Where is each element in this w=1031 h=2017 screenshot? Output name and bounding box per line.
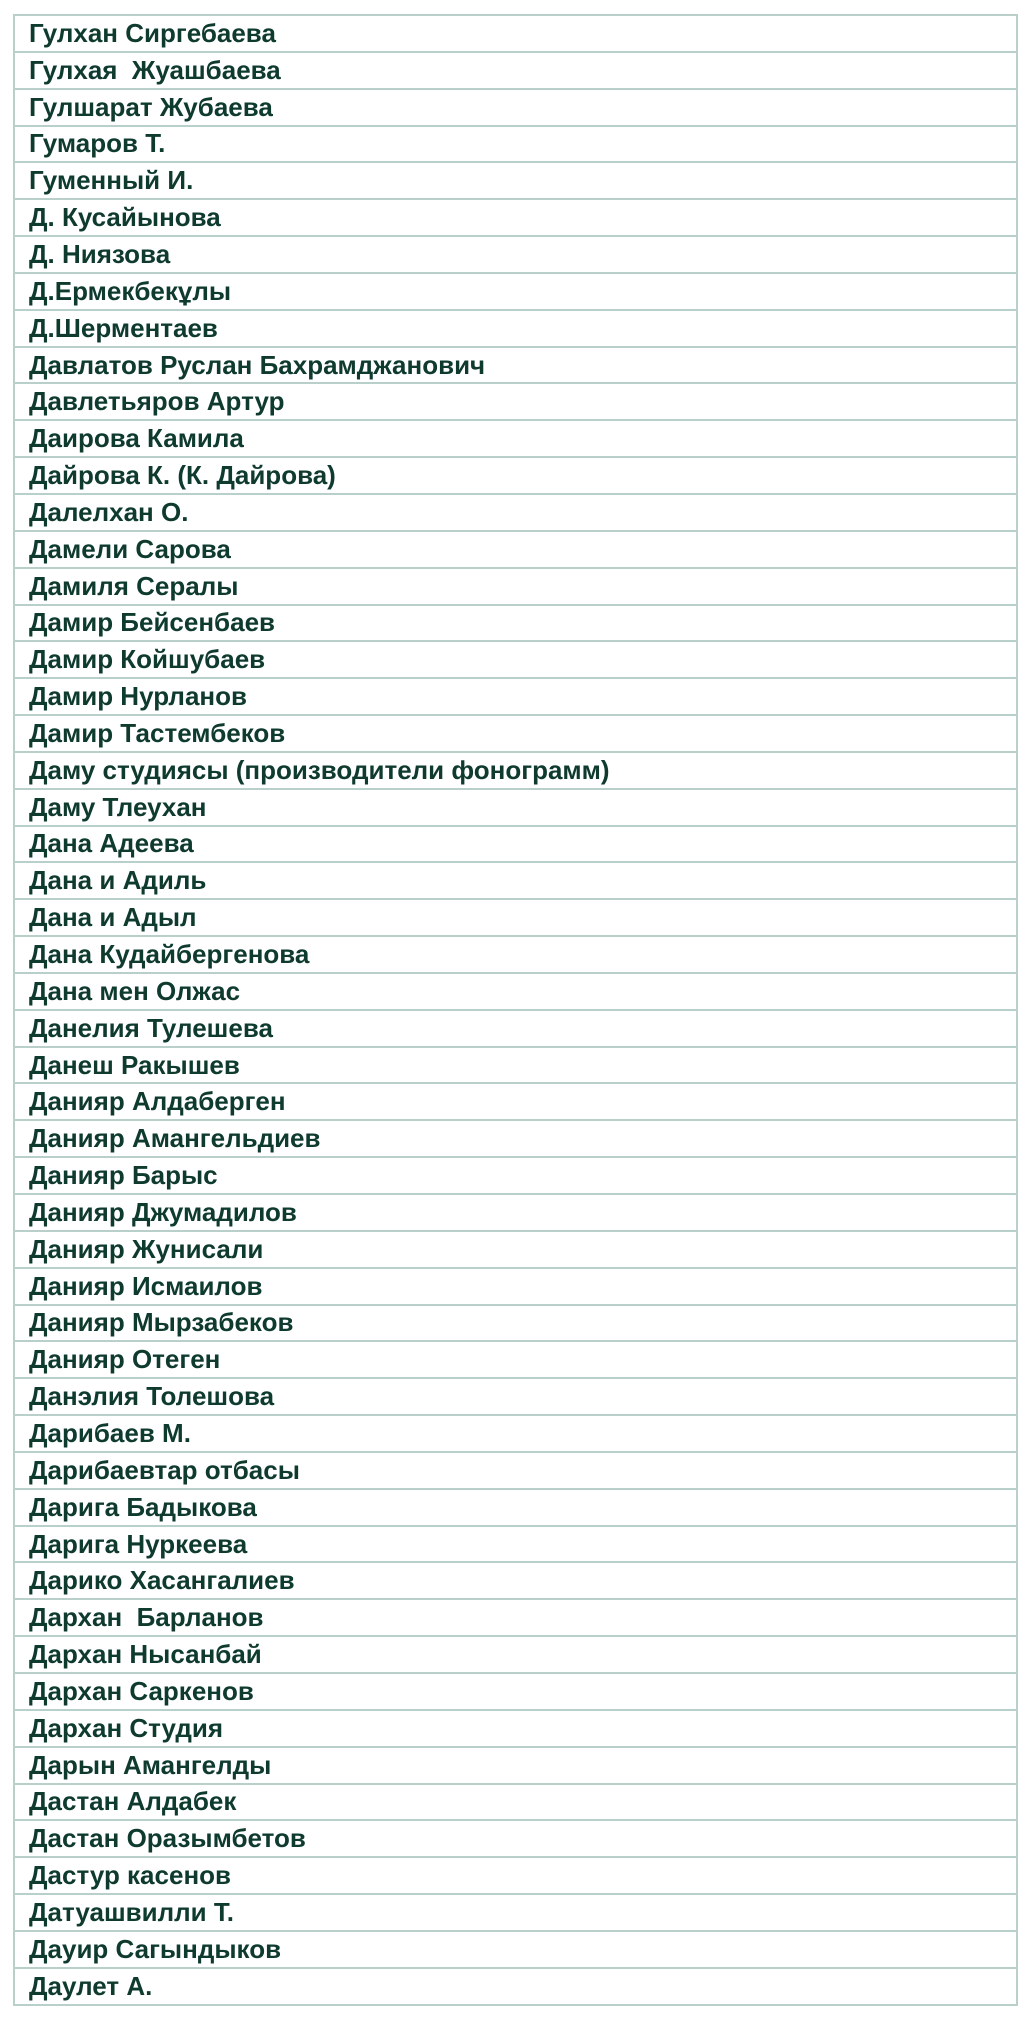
table-row: Гулхан Сиргебаева bbox=[15, 16, 1016, 53]
table-row: Данелия Тулешева bbox=[15, 1011, 1016, 1048]
table-row: Гулхая Жуашбаева bbox=[15, 53, 1016, 90]
table-row: Д.Шерментаев bbox=[15, 311, 1016, 348]
table-row: Дарибаевтар отбасы bbox=[15, 1453, 1016, 1490]
table-row: Дарига Нуркеева bbox=[15, 1527, 1016, 1564]
table-row: Дархан Нысанбай bbox=[15, 1637, 1016, 1674]
table-row: Данияр Барыс bbox=[15, 1158, 1016, 1195]
table-row: Дана и Адыл bbox=[15, 900, 1016, 937]
table-row: Дауир Сагындыков bbox=[15, 1932, 1016, 1969]
table-row: Д. Ниязова bbox=[15, 237, 1016, 274]
table-row: Гулшарат Жубаева bbox=[15, 90, 1016, 127]
table-row: Дамели Сарова bbox=[15, 532, 1016, 569]
table-row: Данияр Мырзабеков bbox=[15, 1306, 1016, 1343]
table-row: Давлетьяров Артур bbox=[15, 384, 1016, 421]
table-row: Дархан Студия bbox=[15, 1711, 1016, 1748]
table-row: Дайрова К. (К. Дайрова) bbox=[15, 458, 1016, 495]
table-row: Дана Адеева bbox=[15, 827, 1016, 864]
table-row: Дамир Нурланов bbox=[15, 679, 1016, 716]
table-row: Дарибаев М. bbox=[15, 1416, 1016, 1453]
table-row: Дамир Бейсенбаев bbox=[15, 606, 1016, 643]
table-row: Дастур касенов bbox=[15, 1858, 1016, 1895]
table-row: Данияр Исмаилов bbox=[15, 1269, 1016, 1306]
table-row: Дастан Оразымбетов bbox=[15, 1821, 1016, 1858]
table-row: Дарига Бадыкова bbox=[15, 1490, 1016, 1527]
table-row: Дастан Алдабек bbox=[15, 1785, 1016, 1822]
table-row: Дархан Барланов bbox=[15, 1600, 1016, 1637]
table-row: Данэлия Толешова bbox=[15, 1379, 1016, 1416]
table-row: Даму студиясы (производители фонограмм) bbox=[15, 753, 1016, 790]
names-table bbox=[13, 14, 1018, 2006]
table-row: Давлатов Руслан Бахрамджанович bbox=[15, 348, 1016, 385]
table-row: Дамир Койшубаев bbox=[15, 642, 1016, 679]
table-row: Данияр Амангельдиев bbox=[15, 1121, 1016, 1158]
table-row: Датуашвилли Т. bbox=[15, 1895, 1016, 1932]
table-row: Гуменный И. bbox=[15, 163, 1016, 200]
table-row: Дамир Тастембеков bbox=[15, 716, 1016, 753]
table-row: Данияр Алдаберген bbox=[15, 1084, 1016, 1121]
table-row: Даму Тлеухан bbox=[15, 790, 1016, 827]
table-row: Дамиля Сералы bbox=[15, 569, 1016, 606]
table-row: Дана Кудайбергенова bbox=[15, 937, 1016, 974]
table-row: Данияр Отеген bbox=[15, 1342, 1016, 1379]
table-row: Дарын Амангелды bbox=[15, 1748, 1016, 1785]
table-row: Далелхан О. bbox=[15, 495, 1016, 532]
table-row: Дана и Адиль bbox=[15, 863, 1016, 900]
table-row: Дарико Хасангалиев bbox=[15, 1563, 1016, 1600]
table-row: Данеш Ракышев bbox=[15, 1048, 1016, 1085]
table-row: Данияр Жунисали bbox=[15, 1232, 1016, 1269]
table-row: Дана мен Олжас bbox=[15, 974, 1016, 1011]
table-row: Даулет А. bbox=[15, 1969, 1016, 2006]
table-row: Д.Ермекбекұлы bbox=[15, 274, 1016, 311]
table-row: Д. Кусайынова bbox=[15, 200, 1016, 237]
table-row: Гумаров Т. bbox=[15, 127, 1016, 164]
table-row: Дархан Саркенов bbox=[15, 1674, 1016, 1711]
table-row: Данияр Джумадилов bbox=[15, 1195, 1016, 1232]
table-row: Даирова Камила bbox=[15, 421, 1016, 458]
